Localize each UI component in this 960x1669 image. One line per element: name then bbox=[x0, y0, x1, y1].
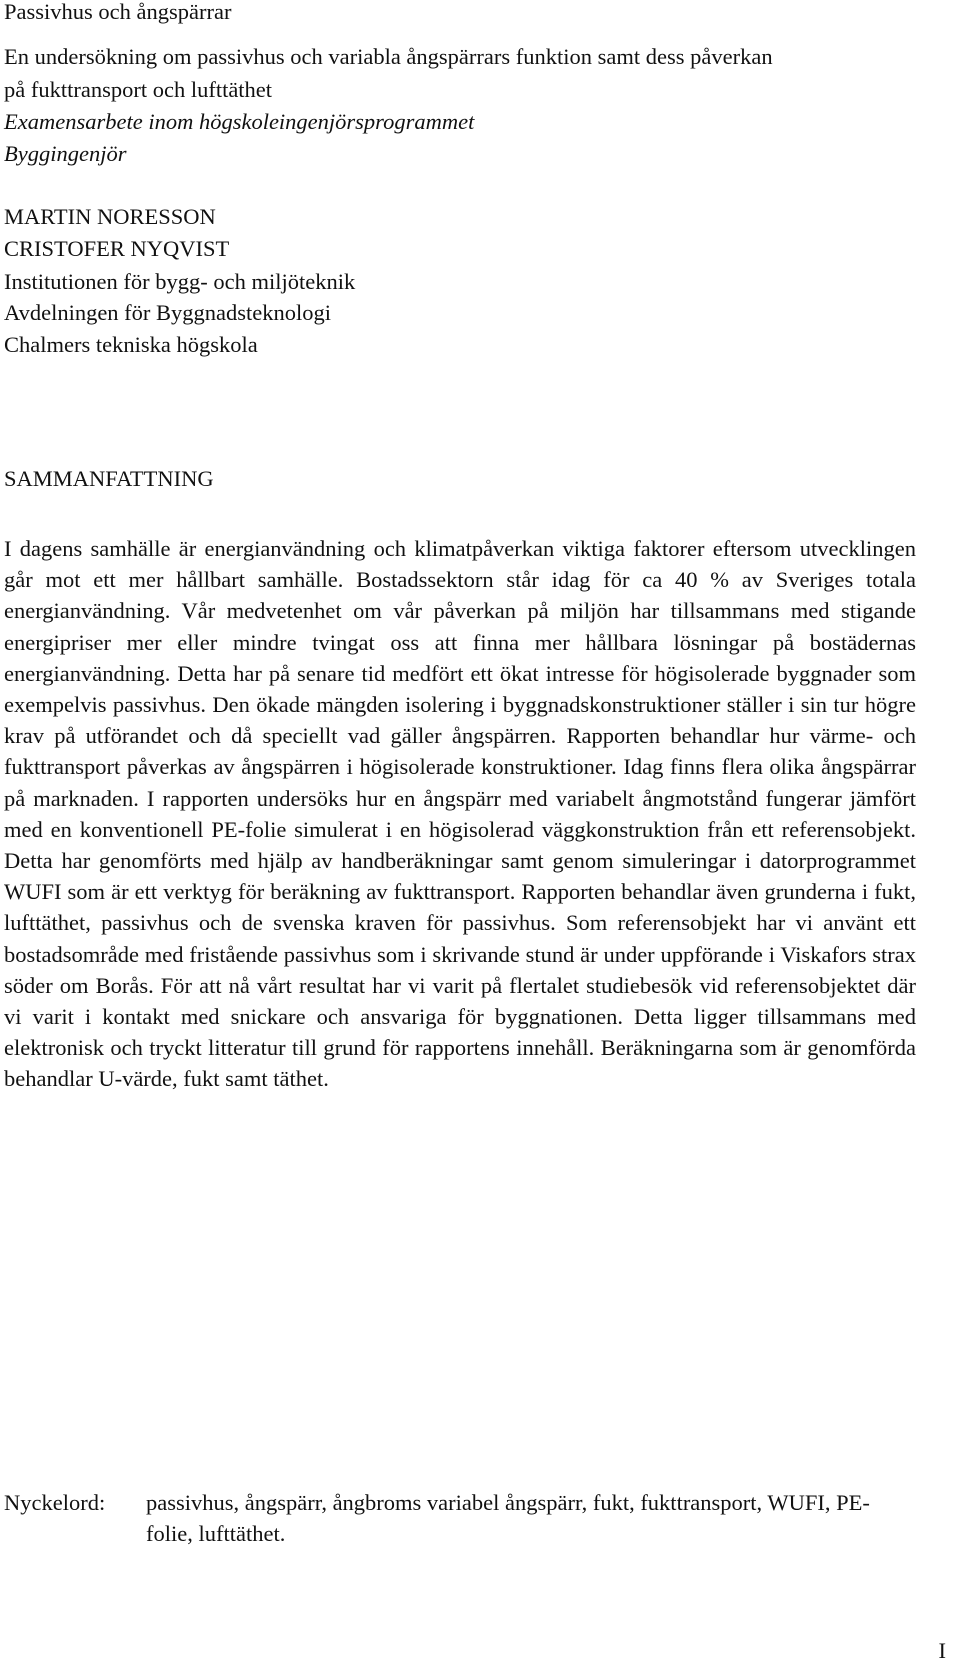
abstract-heading: SAMMANFATTNING bbox=[4, 466, 214, 491]
abstract-body: I dagens samhälle är energianvändning och klimatpåverkan viktiga faktorer eftersom utvecklingen går mot ett mer hållbart samhälle. Bostadssektorn står idag för ca 40 % av Sveriges totala energianvändning. Vår medvetenhet om vår påverkan på miljön har tillsammans med stigande energipriser mer eller mindre tvingat oss att finna mer hållbara lösningar på bostädernas energianvändning. Detta har på senare tid medfört ett ökat intresse för högisolerade byggnader som exempelvis passivhus. Den ökade mängden isolering i byggnadskonstruktioner ställer i sin tur högre krav på utförandet och då speciellt vad gäller ångspärren. Rapporten behandlar hur värme- och fukttransport påverkas av ångspärren i högisolerade konstruktioner. Idag finns flera olika ångspärrar på marknaden. I rapporten undersöks hur en ångspärr med variabelt ångmotstånd fungerar jämfört med en konventionell PE-folie simulerat i en högisolerad väggkonstruktion från ett referensobjekt. Detta har genomförts med hjälp av handberäkningar samt genom simuleringar i datorprogrammet WUFI som är ett verktyg för beräkning av fukttransport. Rapporten behandlar även grunderna i fukt, lufttäthet, passivhus och de svenska kraven för passivhus. Som referensobjekt har vi använt ett bostadsområde med fristående passivhus som i skrivande stund är under uppförande i Viskafors strax söder om Borås. För att nå vårt resultat har vi varit på flertalet studiebesök vid referensobjektet där vi varit i kontakt med snickare och ansvariga för byggnationen. Detta ligger tillsammans med elektronisk och tryckt litteratur till grund för rapportens innehåll. Beräkningarna som är genomförda behandlar U-värde, fukt samt täthet. bbox=[4, 536, 916, 1092]
author-2: CRISTOFER NYQVIST bbox=[4, 236, 230, 261]
keywords-value: passivhus, ångspärr, ångbroms variabel ångspärr, fukt, fukttransport, WUFI, PE-folie, lufttäthet. bbox=[146, 1490, 870, 1546]
department: Institutionen för bygg- och miljöteknik bbox=[4, 269, 356, 294]
division: Avdelningen för Byggnadsteknologi bbox=[4, 300, 332, 325]
keywords-label: Nyckelord: bbox=[4, 1490, 106, 1515]
author-1: MARTIN NORESSON bbox=[4, 204, 216, 229]
title-line-1: En undersökning om passivhus och variabla ångspärrars funktion samt dess påverkan bbox=[4, 44, 773, 69]
thesis-type: Examensarbete inom högskoleingenjörsprogrammet bbox=[4, 109, 475, 134]
title-line-2: på fukttransport och lufttäthet bbox=[4, 77, 273, 102]
university: Chalmers tekniska högskola bbox=[4, 332, 258, 357]
running-title: Passivhus och ångspärrar bbox=[4, 0, 232, 24]
program-name: Byggingenjör bbox=[4, 141, 127, 166]
page-number: I bbox=[938, 1638, 946, 1663]
